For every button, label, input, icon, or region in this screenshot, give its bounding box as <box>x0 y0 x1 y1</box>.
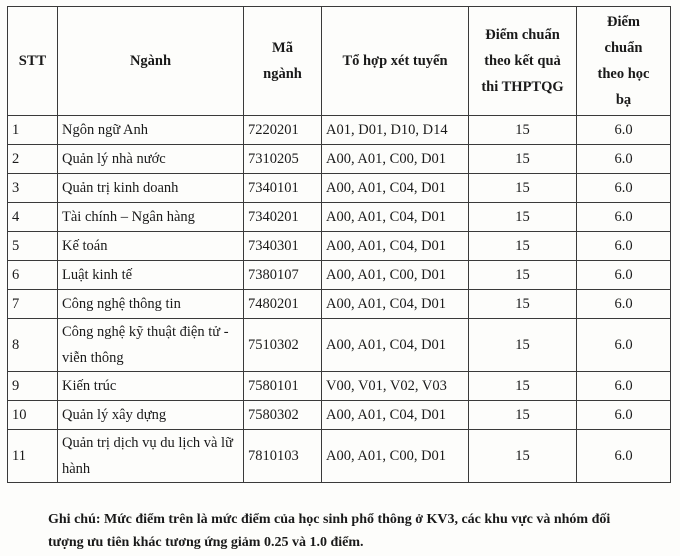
cell-major-name: Quản lý xây dựng <box>58 401 244 430</box>
footnote-label: Ghi chú: <box>48 512 101 527</box>
cell-major-code: 7480201 <box>244 290 322 319</box>
header-subject-combination: Tổ hợp xét tuyển <box>322 7 469 116</box>
cell-thpt-score: 15 <box>469 203 577 232</box>
cell-thpt-score: 15 <box>469 401 577 430</box>
table-row <box>8 430 671 483</box>
table-row <box>8 232 671 261</box>
cell-major-code: 7220201 <box>244 116 322 145</box>
cell-transcript-score: 6.0 <box>577 261 671 290</box>
cell-stt: 8 <box>8 319 58 372</box>
header-major-code: Mã ngành <box>244 7 322 116</box>
cell-major-name: Quản trị dịch vụ du lịch và lữ hành <box>58 430 244 483</box>
cell-thpt-score: 15 <box>469 116 577 145</box>
cell-transcript-score: 6.0 <box>577 174 671 203</box>
cell-major-name: Công nghệ thông tin <box>58 290 244 319</box>
cell-stt: 11 <box>8 430 58 483</box>
cell-subject-combination: A00, A01, C04, D01 <box>322 290 469 319</box>
cell-subject-combination: A00, A01, C04, D01 <box>322 174 469 203</box>
cell-major-name: Công nghệ kỹ thuật điện tử - viễn thông <box>58 319 244 372</box>
cell-transcript-score: 6.0 <box>577 401 671 430</box>
cell-major-name: Quản trị kinh doanh <box>58 174 244 203</box>
cell-stt: 2 <box>8 145 58 174</box>
cell-transcript-score: 6.0 <box>577 232 671 261</box>
cell-major-name: Tài chính – Ngân hàng <box>58 203 244 232</box>
cell-thpt-score: 15 <box>469 145 577 174</box>
cell-major-name: Kế toán <box>58 232 244 261</box>
header-thpt-score: Điểm chuẩn theo kết quả thi THPTQG <box>469 7 577 116</box>
cell-major-code: 7810103 <box>244 430 322 483</box>
cell-subject-combination: A00, A01, C00, D01 <box>322 430 469 483</box>
header-stt: STT <box>8 7 58 116</box>
cell-subject-combination: A00, A01, C04, D01 <box>322 319 469 372</box>
cell-transcript-score: 6.0 <box>577 372 671 401</box>
cell-major-name: Kiến trúc <box>58 372 244 401</box>
cell-subject-combination: A00, A01, C04, D01 <box>322 401 469 430</box>
cell-thpt-score: 15 <box>469 319 577 372</box>
cell-stt: 5 <box>8 232 58 261</box>
cell-major-code: 7380107 <box>244 261 322 290</box>
cell-subject-combination: V00, V01, V02, V03 <box>322 372 469 401</box>
cell-thpt-score: 15 <box>469 372 577 401</box>
table-row <box>8 372 671 401</box>
table-body <box>8 116 671 483</box>
table-header-row <box>8 7 671 116</box>
cell-stt: 3 <box>8 174 58 203</box>
cell-thpt-score: 15 <box>469 290 577 319</box>
table-row <box>8 116 671 145</box>
cell-major-name: Luật kinh tế <box>58 261 244 290</box>
cell-thpt-score: 15 <box>469 261 577 290</box>
cell-major-code: 7310205 <box>244 145 322 174</box>
table-row <box>8 401 671 430</box>
header-major-name: Ngành <box>58 7 244 116</box>
table-row <box>8 261 671 290</box>
cell-thpt-score: 15 <box>469 232 577 261</box>
admission-scores-table <box>7 6 671 483</box>
cell-transcript-score: 6.0 <box>577 116 671 145</box>
cell-subject-combination: A00, A01, C00, D01 <box>322 261 469 290</box>
cell-major-name: Quản lý nhà nước <box>58 145 244 174</box>
cell-thpt-score: 15 <box>469 174 577 203</box>
cell-major-code: 7340301 <box>244 232 322 261</box>
cell-major-code: 7510302 <box>244 319 322 372</box>
table-row <box>8 319 671 372</box>
cell-thpt-score: 15 <box>469 430 577 483</box>
table-row <box>8 145 671 174</box>
cell-stt: 9 <box>8 372 58 401</box>
cell-subject-combination: A00, A01, C04, D01 <box>322 232 469 261</box>
cell-stt: 7 <box>8 290 58 319</box>
cell-major-code: 7580101 <box>244 372 322 401</box>
cell-stt: 1 <box>8 116 58 145</box>
table-row <box>8 174 671 203</box>
cell-transcript-score: 6.0 <box>577 203 671 232</box>
cell-stt: 6 <box>8 261 58 290</box>
cell-subject-combination: A00, A01, C04, D01 <box>322 203 469 232</box>
cell-major-code: 7580302 <box>244 401 322 430</box>
footnote-text: Mức điểm trên là mức điểm của học sinh phổ thông ở KV3, các khu vực và nhóm đối tượng ưu tiên khác tương ứng giảm 0.25 và 1.0 điểm. <box>48 512 611 550</box>
cell-major-code: 7340101 <box>244 174 322 203</box>
cell-subject-combination: A01, D01, D10, D14 <box>322 116 469 145</box>
cell-transcript-score: 6.0 <box>577 290 671 319</box>
cell-transcript-score: 6.0 <box>577 145 671 174</box>
cell-stt: 10 <box>8 401 58 430</box>
footnote <box>48 508 648 554</box>
cell-major-name: Ngôn ngữ Anh <box>58 116 244 145</box>
cell-stt: 4 <box>8 203 58 232</box>
cell-transcript-score: 6.0 <box>577 319 671 372</box>
cell-transcript-score: 6.0 <box>577 430 671 483</box>
cell-major-code: 7340201 <box>244 203 322 232</box>
table-row <box>8 290 671 319</box>
cell-subject-combination: A00, A01, C00, D01 <box>322 145 469 174</box>
header-transcript-score: Điểm chuẩn theo học bạ <box>577 7 671 116</box>
table-row <box>8 203 671 232</box>
